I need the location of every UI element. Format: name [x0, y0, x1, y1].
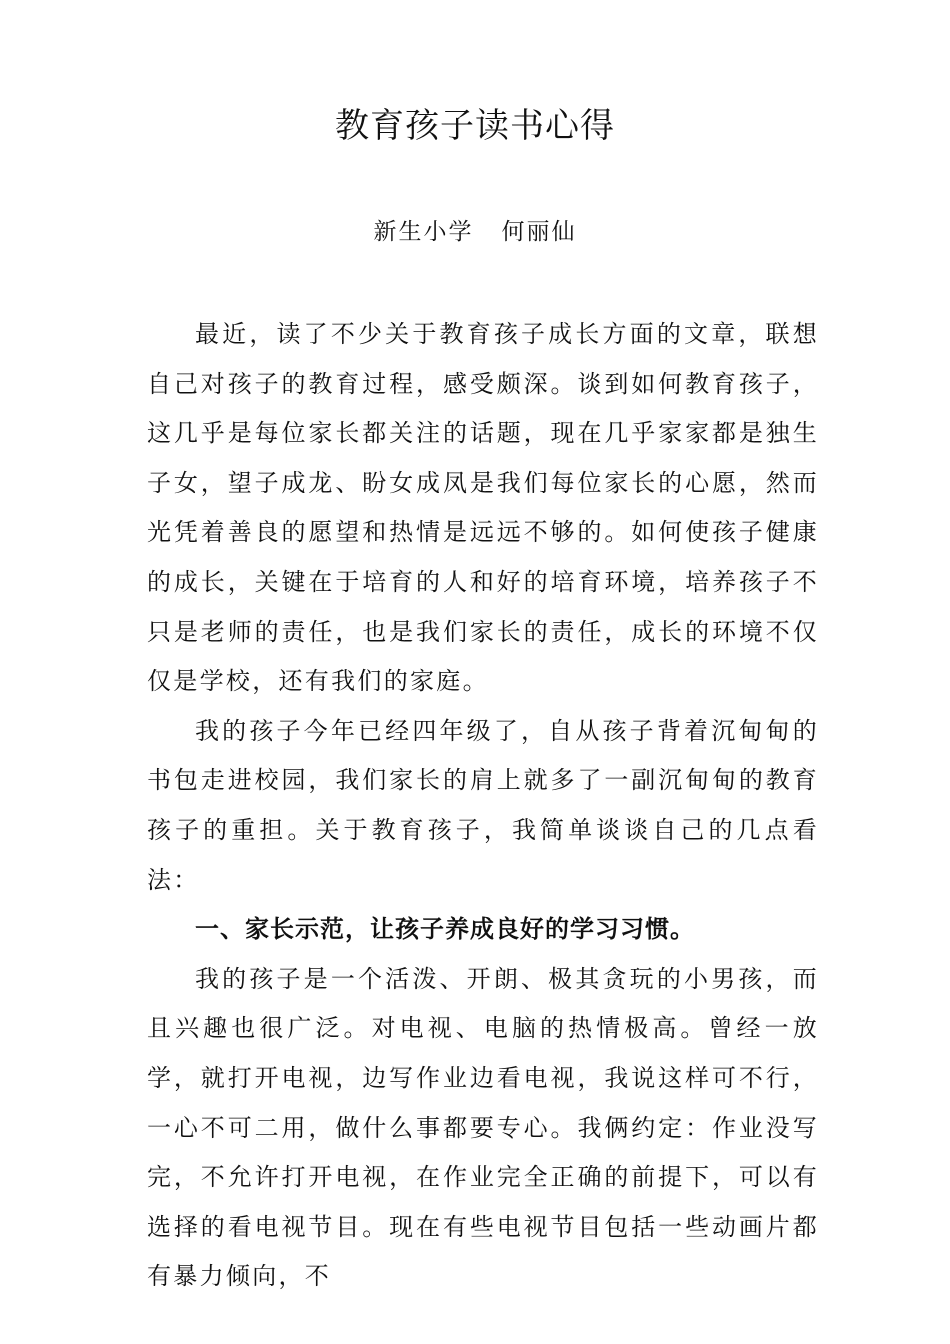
paragraph-child-grade: 我的孩子今年已经四年级了，自从孩子背着沉甸甸的书包走进校园，我们家长的肩上就多了一副沉甸甸的教育孩子的重担。关于教育孩子，我简单谈谈自己的几点看法： [147, 716, 819, 894]
author-name: 何丽仙 [501, 219, 577, 245]
document-body [147, 310, 819, 1302]
author-line [0, 212, 950, 252]
document-title: 教育孩子读书心得 [335, 106, 615, 146]
paragraph-intro: 最近，读了不少关于教育孩子成长方面的文章，联想自己对孩子的教育过程，感受颇深。谈到如何教育孩子，这几乎是每位家长都关注的话题，现在几乎家家都是独生子女，望子成龙、盼女成凤是我们每位家长的心愿，然而光凭着善良的愿望和热情是远远不够的。如何使孩子健康的成长，关键在于培育的人和好的培育环境，培养孩子不只是老师的责任，也是我们家长的责任，成长的环境不仅仅是学校，还有我们的家庭。 [147, 320, 819, 696]
paragraph-study-habits: 我的孩子是一个活泼、开朗、极其贪玩的小男孩，而且兴趣也很广泛。对电视、电脑的热情极高。曾经一放学，就打开电视，边写作业边看电视，我说这样可不行，一心不可二用，做什么事都要专心。我俩约定：作业没写完，不允许打开电视，在作业完全正确的前提下，可以有选择的看电视节目。现在有些电视节目包括一些动画片都有暴力倾向，不 [147, 964, 819, 1291]
section-heading-1: 一、家长示范，让孩子养成良好的学习习惯。 [195, 915, 695, 944]
school-name: 新生小学 [373, 219, 474, 245]
